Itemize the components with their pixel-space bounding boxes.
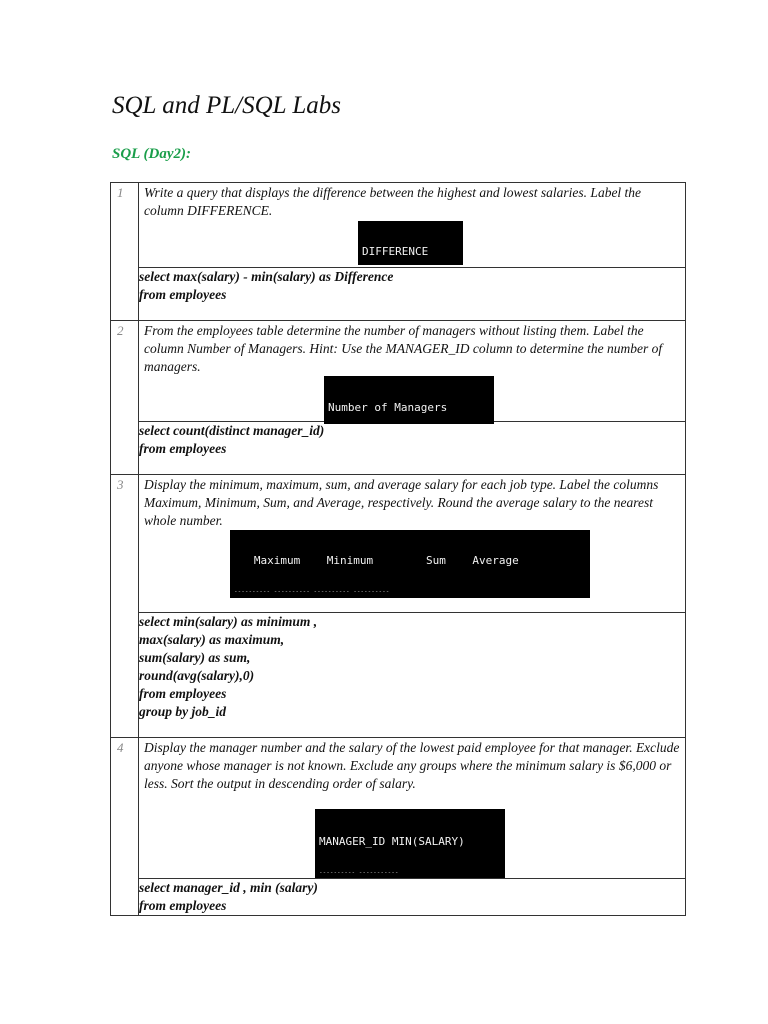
answer-line: from employees <box>139 686 227 701</box>
section-subtitle: SQL (Day2): <box>112 146 192 162</box>
lab-number: 4 <box>111 738 139 916</box>
sql-output-screenshot <box>315 809 505 878</box>
output-header: Number of Managers <box>328 401 448 414</box>
lab-answer-row-2 <box>111 422 686 475</box>
answer-line: from employees <box>139 287 227 302</box>
lab-answer-row-3 <box>111 613 686 738</box>
question-cell <box>139 738 686 879</box>
answer-line: select count(distinct manager_id) <box>139 423 325 438</box>
lab-question-row-2 <box>111 321 686 422</box>
output-separator: ---------- ----------- <box>319 869 399 876</box>
page-title: SQL and PL/SQL Labs <box>112 92 342 119</box>
answer-line: select max(salary) - min(salary) as Difference <box>139 269 394 284</box>
output-separator: ---------- ---------- ---------- ---------- <box>234 588 390 595</box>
question-text: Display the manager number and the salary of the lowest paid employee for that manager. Exclude anyone whose manager is not known. Exclude any groups where the minimum salary is $6,000 or less. Sort the output in descending order of salary. <box>144 740 680 791</box>
lab-number: 3 <box>111 475 139 738</box>
sql-output-screenshot <box>230 530 590 598</box>
answer-cell <box>139 268 686 321</box>
lab-question-row-4 <box>111 738 686 879</box>
question-cell <box>139 321 686 422</box>
answer-cell <box>139 613 686 738</box>
question-text: Write a query that displays the difference between the highest and lowest salaries. Label the column DIFFERENCE. <box>144 185 642 218</box>
question-text: Display the minimum, maximum, sum, and average salary for each job type. Label the columns Maximum, Minimum, Sum, and Average, respectively. Round the average salary to the nearest whole number. <box>144 477 659 528</box>
sql-output-screenshot <box>358 221 463 265</box>
answer-line: select min(salary) as minimum , <box>139 614 318 629</box>
labs-table <box>110 182 686 916</box>
answer-cell <box>139 879 686 916</box>
answer-line: max(salary) as maximum, <box>139 632 285 647</box>
lab-number: 1 <box>111 183 139 321</box>
answer-line: sum(salary) as sum, <box>139 650 251 665</box>
question-cell <box>139 475 686 613</box>
lab-question-row-3 <box>111 475 686 613</box>
answer-line: from employees <box>139 898 227 913</box>
output-header: DIFFERENCE <box>362 245 429 258</box>
answer-line: select manager_id , min (salary) <box>139 880 318 895</box>
question-cell <box>139 183 686 268</box>
answer-line: from employees <box>139 441 227 456</box>
sql-output-screenshot <box>324 376 494 424</box>
lab-answer-row-4 <box>111 879 686 916</box>
question-text: From the employees table determine the number of managers without listing them. Label the column Number of Managers. Hint: Use the MANAGER_ID column to determine the number of managers. <box>144 323 663 374</box>
answer-cell <box>139 422 686 475</box>
lab-answer-row-1 <box>111 268 686 321</box>
lab-question-row-1 <box>111 183 686 268</box>
answer-line: group by job_id <box>139 704 227 719</box>
output-header: MANAGER_ID MIN(SALARY) <box>319 835 465 848</box>
output-header: Maximum Minimum Sum Average <box>234 554 519 567</box>
answer-line: round(avg(salary),0) <box>139 668 255 683</box>
lab-number: 2 <box>111 321 139 475</box>
